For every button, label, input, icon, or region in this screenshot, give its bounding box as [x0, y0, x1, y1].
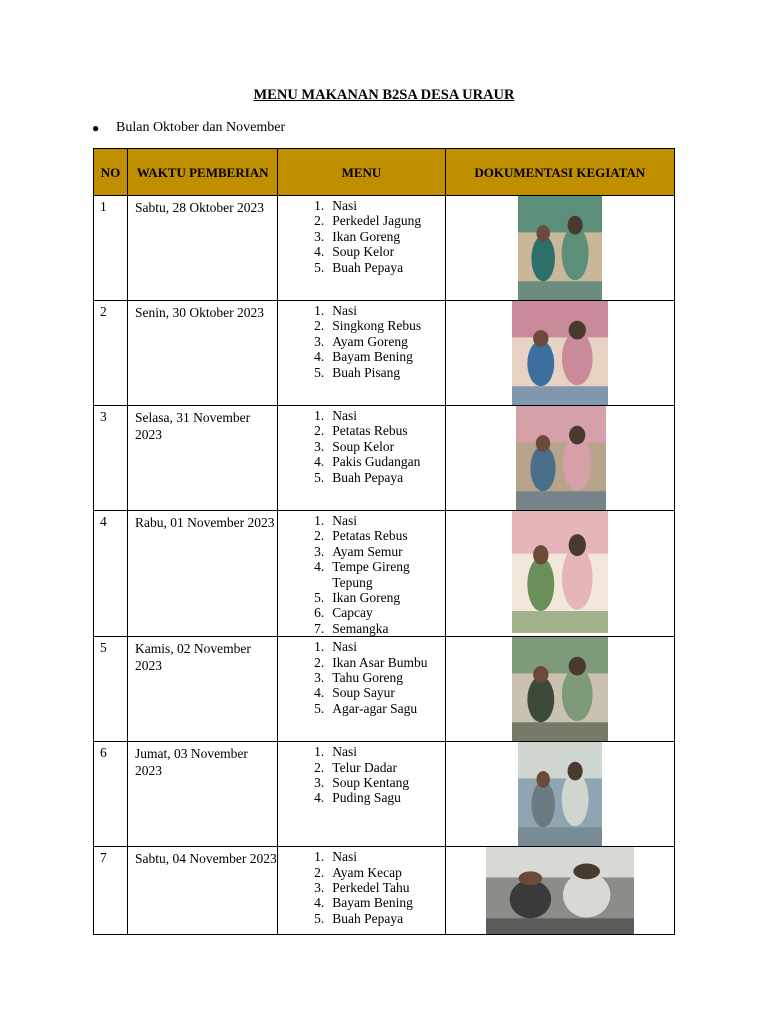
menu-item-number: 4. — [314, 349, 325, 365]
menu-item-text: Buah Pisang — [332, 364, 401, 380]
row-date: Senin, 30 Oktober 2023 — [128, 301, 278, 406]
bullet-item — [92, 120, 285, 136]
menu-item-text: Perkedel Tahu — [332, 880, 410, 896]
menu-item-text: Soup Sayur — [332, 685, 395, 701]
menu-item-number: 4. — [314, 244, 325, 260]
menu-item — [278, 213, 444, 228]
activity-photo — [512, 511, 608, 633]
table-row — [94, 847, 675, 935]
row-date: Selasa, 31 November 2023 — [128, 406, 278, 511]
menu-item-text: Nasi — [332, 303, 358, 318]
table-header-row — [94, 149, 675, 196]
menu-item — [278, 621, 444, 636]
menu-item-number: 2. — [314, 528, 325, 544]
menu-item-text: Pakis Gudangan — [332, 454, 421, 470]
row-number: 2 — [94, 301, 128, 406]
row-documentation — [445, 847, 674, 935]
menu-item-number: 5. — [314, 590, 325, 606]
menu-item — [278, 198, 444, 213]
menu-list — [278, 408, 444, 485]
menu-list — [278, 513, 444, 636]
menu-item — [278, 865, 444, 880]
menu-item-text: Nasi — [332, 513, 358, 528]
menu-item-number: 2. — [314, 318, 325, 334]
menu-item-text: Singkong Rebus — [332, 318, 422, 334]
menu-item-text: Nasi — [332, 198, 358, 213]
menu-item — [278, 639, 444, 654]
menu-item-number: 2. — [314, 654, 325, 670]
menu-item-number: 4. — [314, 685, 325, 701]
menu-item-number: 4. — [314, 559, 325, 575]
row-documentation — [445, 406, 674, 511]
menu-item — [278, 303, 444, 318]
activity-photo — [512, 637, 608, 741]
menu-list — [278, 198, 444, 275]
row-documentation — [445, 637, 674, 742]
menu-item — [278, 670, 444, 685]
menu-item-text: Tempe Gireng Tepung — [332, 559, 410, 590]
document-title: MENU MAKANAN B2SA DESA URAUR — [253, 87, 515, 103]
table-row — [94, 637, 675, 742]
menu-item-number: 2. — [314, 213, 325, 229]
menu-item-number: 1. — [314, 198, 325, 213]
menu-item-number: 1. — [314, 639, 325, 655]
menu-item — [278, 880, 444, 895]
menu-item — [278, 408, 444, 423]
menu-item — [278, 470, 444, 485]
menu-item — [278, 423, 444, 438]
menu-item — [278, 439, 444, 454]
activity-photo — [518, 196, 602, 300]
menu-item-text: Nasi — [332, 849, 358, 865]
menu-item-text: Buah Pepaya — [332, 469, 404, 485]
menu-item-number: 4. — [314, 895, 325, 911]
menu-item-number: 1. — [314, 744, 325, 760]
row-documentation — [445, 301, 674, 406]
menu-item-number: 1. — [314, 849, 325, 865]
menu-item-text: Buah Pepaya — [332, 910, 404, 926]
header-menu: MENU — [278, 149, 445, 196]
row-date: Sabtu, 04 November 2023 — [128, 847, 278, 935]
menu-item-text: Telur Dadar — [332, 759, 397, 775]
menu-item-text: Ayam Goreng — [332, 333, 408, 349]
row-documentation — [445, 196, 674, 301]
menu-item-text: Soup Kelor — [332, 438, 395, 454]
menu-item — [278, 528, 444, 543]
menu-item-number: 3. — [314, 438, 325, 454]
menu-item-text: Ikan Asar Bumbu — [332, 654, 428, 670]
menu-item — [278, 790, 444, 805]
menu-item-text: Soup Kentang — [332, 775, 410, 791]
menu-item-text: Soup Kelor — [332, 244, 395, 260]
menu-item — [278, 559, 444, 590]
menu-item-number: 1. — [314, 513, 325, 528]
menu-item-text: Petatas Rebus — [332, 423, 408, 439]
menu-item-number: 2. — [314, 759, 325, 775]
row-date: Sabtu, 28 Oktober 2023 — [128, 196, 278, 301]
menu-item-number: 2. — [314, 864, 325, 880]
menu-item-text: Perkedel Jagung — [332, 213, 422, 229]
row-number: 1 — [94, 196, 128, 301]
menu-item-number: 3. — [314, 670, 325, 686]
table-row — [94, 406, 675, 511]
menu-item-text: Capcay — [332, 605, 373, 621]
row-date: Kamis, 02 November 2023 — [128, 637, 278, 742]
table-row — [94, 196, 675, 301]
menu-item — [278, 544, 444, 559]
menu-item — [278, 775, 444, 790]
menu-item-text: Nasi — [332, 744, 358, 760]
header-no: NO — [94, 149, 128, 196]
menu-item-number: 5. — [314, 910, 325, 926]
menu-table — [93, 148, 675, 935]
menu-item-text: Nasi — [332, 639, 358, 655]
row-menu — [278, 847, 445, 935]
menu-item — [278, 701, 444, 716]
menu-item-text: Semangka — [332, 620, 389, 636]
menu-item-number: 3. — [314, 880, 325, 896]
menu-item — [278, 365, 444, 380]
menu-item-number: 7. — [314, 620, 325, 636]
row-date: Jumat, 03 November 2023 — [128, 742, 278, 847]
menu-item — [278, 334, 444, 349]
menu-item-number: 3. — [314, 333, 325, 349]
menu-item-text: Buah Pepaya — [332, 259, 404, 275]
row-menu — [278, 301, 445, 406]
menu-item — [278, 260, 444, 275]
menu-list — [278, 639, 444, 716]
table-row — [94, 301, 675, 406]
menu-item — [278, 454, 444, 469]
bullet-text: Bulan Oktober dan November — [116, 120, 286, 135]
row-number: 5 — [94, 637, 128, 742]
row-number: 7 — [94, 847, 128, 935]
activity-photo — [512, 301, 608, 405]
row-menu — [278, 196, 445, 301]
row-documentation — [445, 511, 674, 637]
menu-item-number: 1. — [314, 303, 325, 318]
menu-item — [278, 895, 444, 910]
menu-item — [278, 760, 444, 775]
menu-item-text: Petatas Rebus — [332, 528, 408, 544]
activity-photo — [516, 406, 606, 510]
menu-item-text: Nasi — [332, 408, 358, 423]
table-row — [94, 742, 675, 847]
header-waktu: WAKTU PEMBERIAN — [128, 149, 278, 196]
menu-item — [278, 655, 444, 670]
menu-item — [278, 349, 444, 364]
menu-item-number: 4. — [314, 790, 325, 806]
menu-item-number: 4. — [314, 454, 325, 470]
row-documentation — [445, 742, 674, 847]
menu-item — [278, 911, 444, 926]
menu-item-number: 5. — [314, 469, 325, 485]
row-date: Rabu, 01 November 2023 — [128, 511, 278, 637]
row-menu — [278, 637, 445, 742]
menu-item — [278, 590, 444, 605]
menu-item — [278, 229, 444, 244]
row-number: 6 — [94, 742, 128, 847]
row-number: 3 — [94, 406, 128, 511]
menu-item-text: Tahu Goreng — [332, 670, 403, 686]
menu-item-number: 5. — [314, 364, 325, 380]
menu-item-number: 5. — [314, 259, 325, 275]
menu-item — [278, 244, 444, 259]
menu-item-number: 5. — [314, 700, 325, 716]
menu-item — [278, 318, 444, 333]
activity-photo — [518, 742, 602, 846]
menu-item-text: Puding Sagu — [332, 790, 401, 806]
menu-item — [278, 744, 444, 759]
menu-item — [278, 605, 444, 620]
menu-item-number: 6. — [314, 605, 325, 621]
menu-item — [278, 685, 444, 700]
menu-item-number: 3. — [314, 775, 325, 791]
menu-item-text: Ikan Goreng — [332, 590, 401, 606]
activity-photo — [486, 847, 634, 934]
menu-item-number: 1. — [314, 408, 325, 423]
menu-item-text: Bayam Bening — [332, 349, 413, 365]
header-dokumentasi: DOKUMENTASI KEGIATAN — [445, 149, 674, 196]
row-menu — [278, 406, 445, 511]
menu-item-text: Bayam Bening — [332, 895, 413, 911]
menu-item-number: 3. — [314, 228, 325, 244]
menu-list — [278, 744, 444, 806]
table-row — [94, 511, 675, 637]
row-menu — [278, 742, 445, 847]
row-number: 4 — [94, 511, 128, 637]
menu-item-number: 3. — [314, 543, 325, 559]
bullet-dot-icon: ● — [92, 120, 100, 135]
menu-item-number: 2. — [314, 423, 325, 439]
row-menu — [278, 511, 445, 637]
menu-list — [278, 849, 444, 926]
menu-item-text: Ikan Goreng — [332, 228, 401, 244]
menu-item-text: Ayam Semur — [332, 543, 403, 559]
menu-item-text: Agar-agar Sagu — [332, 700, 418, 716]
menu-item — [278, 513, 444, 528]
menu-list — [278, 303, 444, 380]
menu-item — [278, 849, 444, 864]
menu-item-text: Ayam Kecap — [332, 864, 402, 880]
